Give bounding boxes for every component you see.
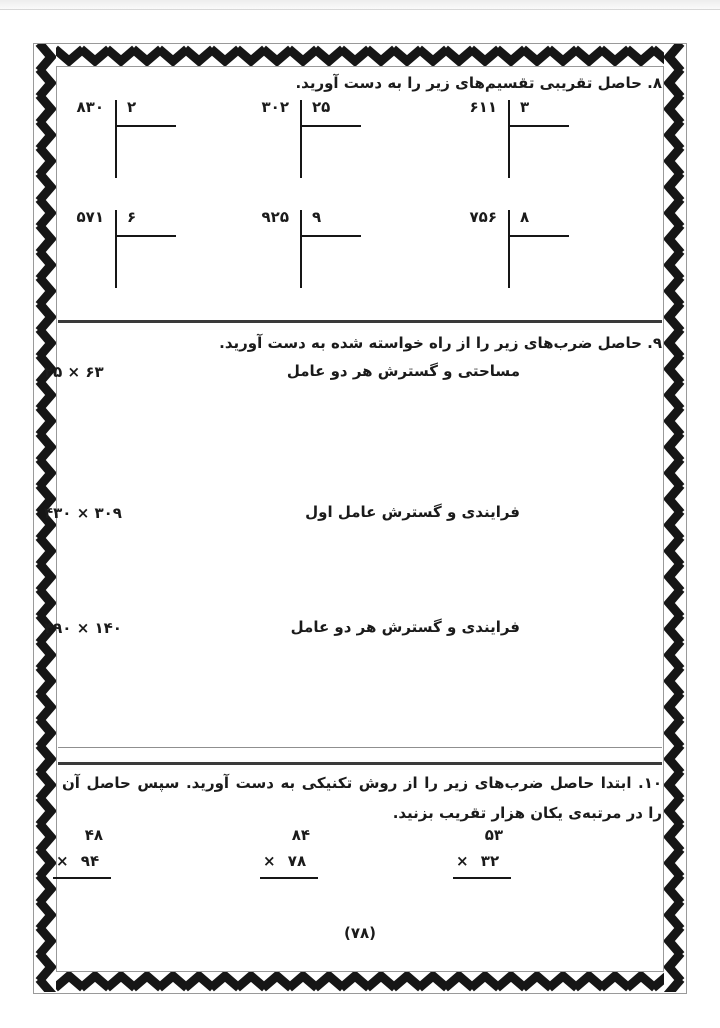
dividend: ۷۵۶ [469,208,497,226]
vertical-multiplication [53,824,111,879]
divisor: ۳ [520,98,530,116]
zigzag-border-top [56,44,664,66]
division-vertical-bar [115,210,117,288]
zigzag-border-right [664,44,686,992]
multiplier-row: × ۳۲ [456,852,500,870]
section-divider-1 [58,320,662,323]
divisor: ۲ [127,98,137,116]
method-label: فرایندی و گسترش هر دو عامل [290,618,520,636]
division-vertical-bar [300,100,302,178]
dividend: ۵۷۱ [76,208,104,226]
division-horizontal-bar [115,235,176,237]
photo-top-edge [0,0,720,10]
division-horizontal-bar [115,125,176,127]
divisor: ۲۵ [312,98,331,116]
division-problem [60,98,230,182]
division-vertical-bar [508,100,510,178]
divisor: ۸ [520,208,530,226]
division-horizontal-bar [508,125,569,127]
method-label: فرایندی و گسترش عامل اول [305,503,520,521]
division-vertical-bar [115,100,117,178]
division-vertical-bar [300,210,302,288]
method-label: مساحتی و گسترش هر دو عامل [286,362,520,380]
multiplicand: ۸۴ [291,826,310,844]
division-vertical-bar [508,210,510,288]
section-divider-2-thin [58,747,662,748]
dividend: ۶۱۱ [469,98,497,116]
multiplicand: ۵۳ [484,826,503,844]
division-horizontal-bar [300,125,361,127]
multiplication-expression: ۴۳۰ × ۳۰۹ [44,504,122,522]
division-problem [60,208,230,292]
division-horizontal-bar [508,235,569,237]
multiplier-row: × ۷۸ [263,852,307,870]
question8-heading: ۸. حاصل تقریبی تقسیم‌های زیر را به دست آورید. [295,74,662,92]
zigzag-border-bottom [56,971,664,993]
page-number: (۷۸) [343,924,377,942]
question10-heading: ۱۰. ابتدا حاصل ضرب‌های زیر را از روش تکنیکی به دست آورید. سپس حاصل آن را در مرتبه‌ی یکان هزار تقریب بزنید. [62,774,662,822]
multiplier-row: × ۹۴ [56,852,100,870]
division-problem [245,208,415,292]
multiplication-expression: ۴۹۰ × ۱۴۰ [44,619,122,637]
multiplicand: ۴۸ [84,826,103,844]
vertical-multiplication [260,824,318,879]
question9-heading: ۹. حاصل ضرب‌های زیر را از راه خواسته شده به دست آورید. [219,334,662,352]
dividend: ۹۲۵ [261,208,289,226]
section-divider-2-thick [58,762,662,765]
division-problem [245,98,415,182]
vertical-multiplication [453,824,511,879]
dividend: ۳۰۲ [261,98,289,116]
dividend: ۸۳۰ [76,98,104,116]
divisor: ۹ [312,208,322,226]
multiplication-expression: ۲۵ × ۶۳ [44,363,104,381]
division-horizontal-bar [300,235,361,237]
division-problem [453,208,623,292]
division-problem [453,98,623,182]
divisor: ۶ [127,208,137,226]
